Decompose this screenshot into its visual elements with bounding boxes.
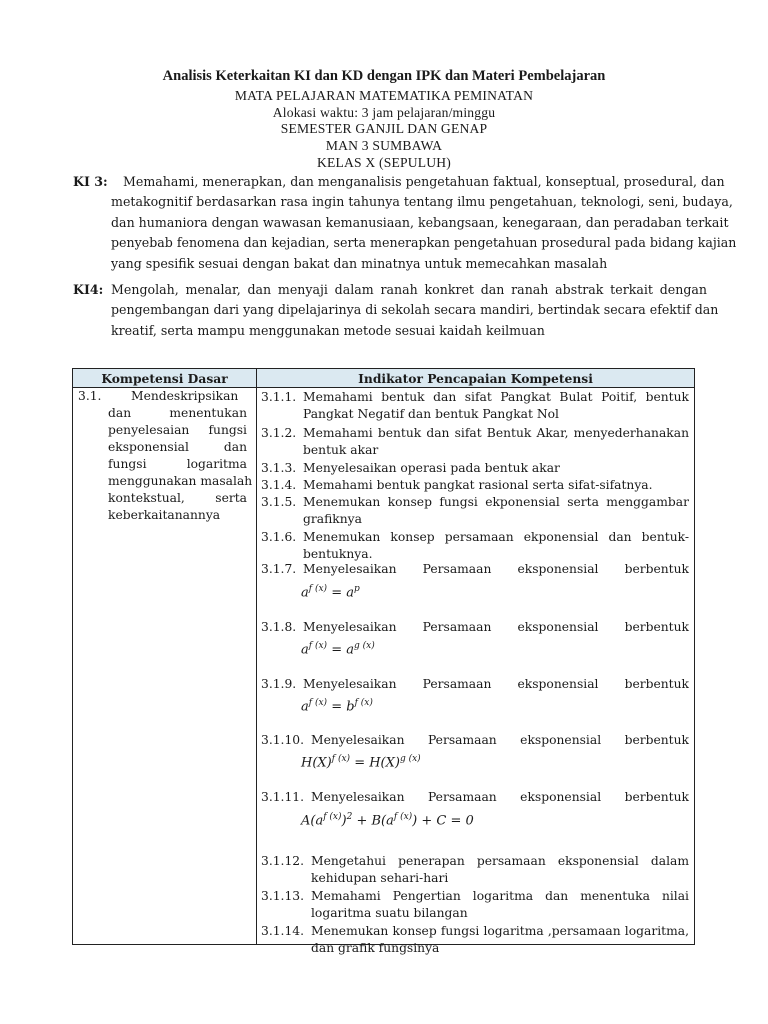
- indicator-text: Menyelesaikan Persamaan eksponensial berbentuk: [303, 562, 689, 576]
- table-row: [73, 388, 695, 945]
- allocation-line: Alokasi waktu: 3 jam pelajaran/minggu: [272, 105, 496, 120]
- competency-table: [72, 368, 695, 955]
- kd-line: fungsi logaritma: [108, 457, 247, 471]
- class-line: KELAS X (SEPULUH): [316, 155, 452, 170]
- kd-cell: [73, 388, 257, 945]
- formula-exponent: f (x): [354, 698, 373, 708]
- indicator-text: Mengetahui penerapan persamaan eksponensial dalam: [311, 854, 689, 868]
- formula-exponent: f (x): [393, 812, 413, 822]
- indicator-number: 3.1.10.: [261, 733, 305, 747]
- formula-3-1-8: [301, 641, 375, 657]
- ki3-line: yang spesifik sesuai dengan bakat dan minatnya untuk memecahkan masalah: [111, 255, 608, 271]
- formula-part: = a: [331, 585, 354, 601]
- column-header-kd: Kompetensi Dasar: [73, 369, 257, 388]
- indicator-text: grafiknya: [303, 511, 362, 526]
- indicator-number: 3.1.12.: [261, 854, 305, 868]
- kd-line: kontekstual, serta: [108, 491, 247, 505]
- formula-exponent: g (x): [399, 754, 421, 764]
- ipk-cell: [257, 388, 695, 955]
- school-line: MAN 3 SUMBAWA: [325, 138, 443, 153]
- indicator-text: Menemukan konsep fungsi ekponensial serta menggambar: [303, 495, 689, 509]
- formula-3-1-9: [301, 698, 373, 714]
- formula-exponent: f (x): [308, 698, 328, 708]
- indicator-number: 3.1.7.: [261, 562, 297, 576]
- indicator-text: bentuk akar: [303, 442, 379, 457]
- formula-part: A(a: [301, 813, 324, 829]
- formula-exponent: f (x): [323, 812, 342, 822]
- formula-exponent: f (x): [308, 584, 328, 594]
- ki4-line: pengembangan dari yang dipelajarinya di sekolah secara mandiri, bertindak secara efektif dan: [111, 302, 719, 317]
- ki4-line: Mengolah, menalar, dan menyaji dalam ranah konkret dan ranah abstrak terkait dengan: [111, 282, 707, 297]
- indicator-number: 3.1.8.: [261, 620, 297, 634]
- indicator-text: Menyelesaikan Persamaan eksponensial berbentuk: [303, 677, 689, 691]
- ki3-line: Memahami, menerapkan, dan menganalisis pengetahuan faktual, konseptual, prosedural, dan: [123, 174, 725, 189]
- kd-line: keberkaitanannya: [108, 508, 221, 522]
- ki3-label: KI 3:: [73, 174, 108, 189]
- formula-part: + B(a: [352, 813, 394, 829]
- indicator-text: bentuknya.: [303, 546, 373, 561]
- indicator-text: kehidupan sehari-hari: [311, 870, 449, 885]
- subject-line: MATA PELAJARAN MATEMATIKA PEMINATAN: [234, 88, 534, 103]
- indicator-number: 3.1.2.: [261, 426, 297, 440]
- formula-part: ) + C = 0: [412, 813, 474, 829]
- document-title: Analisis Keterkaitan KI dan KD dengan IPK dan Materi Pembelajaran: [162, 68, 606, 84]
- kd-number: 3.1.: [78, 389, 102, 403]
- ki4-label: KI4:: [73, 282, 104, 297]
- formula-part: = b: [331, 699, 355, 715]
- ki3-block: [73, 172, 737, 282]
- indicator-number: 3.1.1.: [261, 390, 297, 404]
- formula-part: a: [301, 699, 309, 715]
- kd-line: penyelesaian fungsi: [108, 423, 247, 437]
- formula-3-1-11: [301, 812, 474, 828]
- ki4-block: [73, 280, 719, 344]
- indicator-text: Menyelesaikan Persamaan eksponensial berbentuk: [311, 733, 689, 747]
- formula-exponent: g (x): [353, 641, 375, 651]
- indicator-text: Menyelesaikan Persamaan eksponensial berbentuk: [311, 790, 689, 804]
- ki3-line: dan humaniora dengan wawasan kemanusiaan, kebangsaan, kenegaraan, dan peradaban terkait: [111, 214, 729, 230]
- indicator-number: 3.1.4.: [261, 478, 297, 492]
- formula-3-1-10: [301, 754, 421, 770]
- formula-exponent: 2: [346, 812, 353, 822]
- indicator-number: 3.1.11.: [261, 790, 305, 804]
- kd-line: dan menentukan: [108, 406, 247, 420]
- indicator-text: Menyelesaikan operasi pada bentuk akar: [303, 461, 560, 475]
- indicator-text: Memahami bentuk pangkat rasional serta sifat-sifatnya.: [303, 478, 653, 492]
- kd-line: menggunakan masalah: [108, 474, 253, 488]
- column-header-ipk: Indikator Pencapaian Kompetensi: [257, 369, 695, 388]
- semester-line: SEMESTER GANJIL DAN GENAP: [280, 121, 488, 136]
- formula-3-1-7: [301, 584, 360, 600]
- ki3-line: penyebab fenomena dan kejadian, serta menerapkan pengetahuan prosedural pada bidang kajian: [111, 235, 737, 250]
- formula-part: = H(X): [354, 755, 400, 771]
- indicator-text: Menyelesaikan Persamaan eksponensial berbentuk: [303, 620, 689, 634]
- indicator-number: 3.1.3.: [261, 461, 297, 475]
- formula-part: a: [301, 642, 309, 658]
- indicator-text: Pangkat Negatif dan bentuk Pangkat Nol: [303, 406, 559, 421]
- indicator-text: Memahami Pengertian logaritma dan menentuka nilai: [311, 889, 689, 903]
- indicator-text: dan grafik fungsinya: [311, 940, 440, 955]
- indicator-text: Menemukan konsep persamaan ekponensial dan bentuk-: [303, 530, 689, 544]
- formula-exponent: p: [353, 584, 360, 594]
- indicator-number: 3.1.13.: [261, 889, 305, 903]
- indicator-number: 3.1.9.: [261, 677, 297, 691]
- indicator-number: 3.1.6.: [261, 530, 297, 544]
- indicator-text: Memahami bentuk dan sifat Pangkat Bulat Poitif, bentuk: [303, 390, 689, 404]
- ki3-line: metakognitif berdasarkan rasa ingin tahunya tentang ilmu pengetahuan, teknologi, seni, budaya,: [111, 194, 733, 209]
- indicator-text: Menemukan konsep fungsi logaritma ,persamaan logaritma,: [311, 924, 689, 938]
- formula-part: H(X): [301, 755, 332, 771]
- ki4-line: kreatif, serta mampu menggunakan metode sesuai kaidah keilmuan: [111, 322, 545, 338]
- formula-part: a: [301, 585, 309, 601]
- indicator-number: 3.1.5.: [261, 495, 297, 509]
- kd-line: eksponensial dan: [108, 440, 247, 454]
- indicator-text: logaritma suatu bilangan: [311, 905, 468, 920]
- indicator-number: 3.1.14.: [261, 924, 305, 938]
- kd-line: Mendeskripsikan: [131, 389, 239, 403]
- formula-exponent: f (x): [331, 754, 351, 764]
- formula-part: ): [341, 813, 347, 829]
- indicator-text: Memahami bentuk dan sifat Bentuk Akar, menyederhanakan: [303, 426, 689, 440]
- formula-part: = a: [331, 642, 354, 658]
- formula-exponent: f (x): [308, 641, 328, 651]
